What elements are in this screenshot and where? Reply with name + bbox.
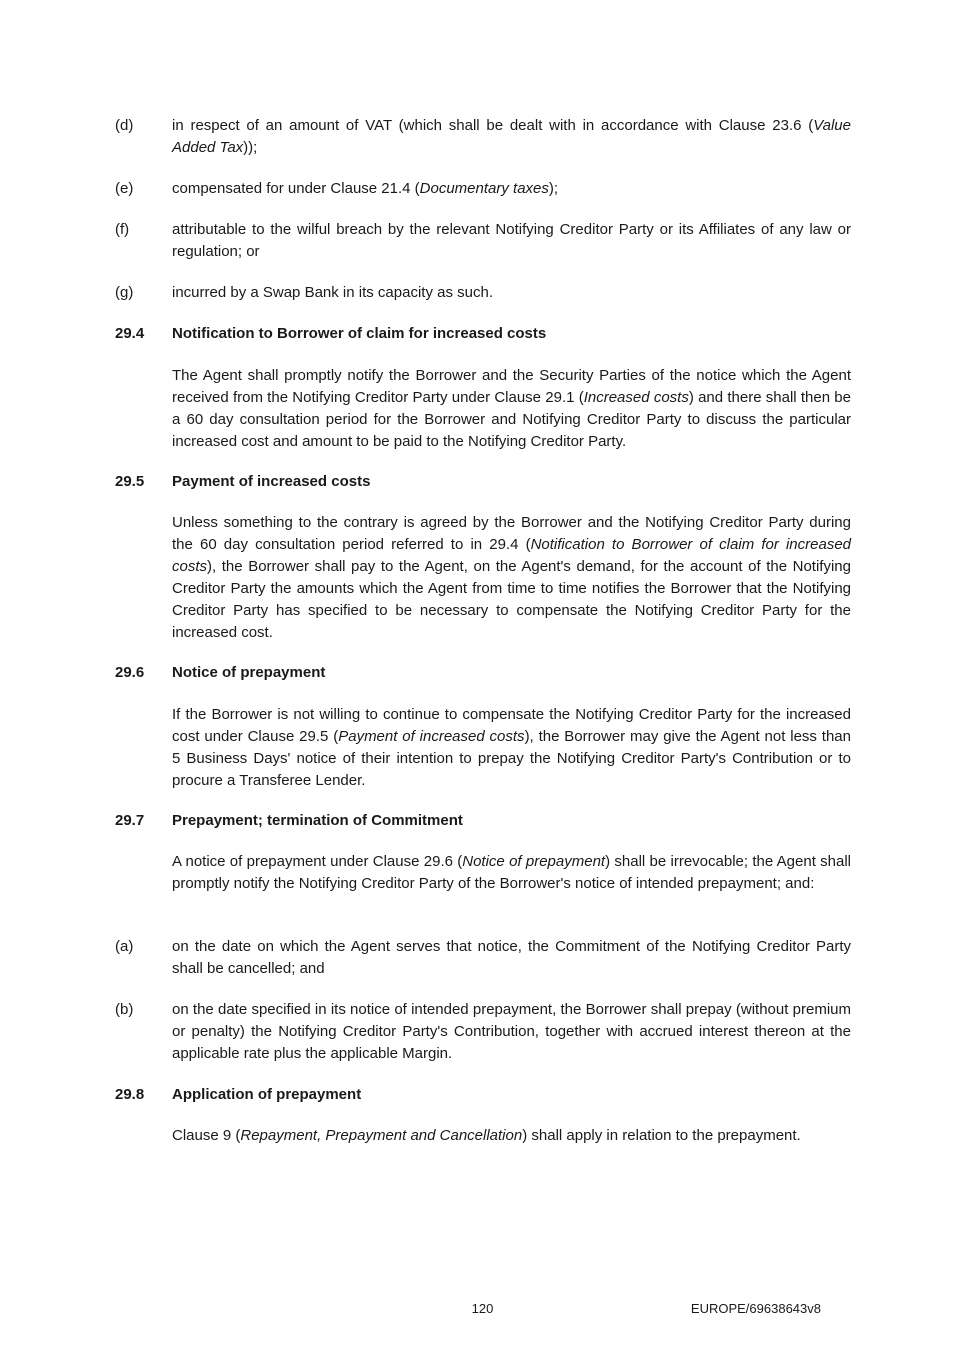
section-title: Notice of prepayment [172, 664, 326, 681]
item-label: (g) [115, 284, 134, 301]
item-text: attributable to the wilful breach by the relevant Notifying Creditor Party or its Affiliates of any law or regulation; or [172, 221, 851, 260]
item-text: on the date on which the Agent serves that notice, the Commitment of the Notifying Creditor Party shall be cancelled; and [172, 938, 851, 977]
section-heading-29-7 [115, 810, 851, 832]
section-title: Notification to Borrower of claim for increased costs [172, 325, 547, 342]
list-item-b [115, 999, 851, 1065]
item-text: incurred by a Swap Bank in its capacity as such. [172, 284, 493, 301]
item-text: compensated for under Clause 21.4 (Documentary taxes); [172, 180, 559, 197]
paragraph-29-4: The Agent shall promptly notify the Borrower and the Security Parties of the notice which the Agent received from the Notifying Creditor Party under Clause 29.1 (Increased costs) and there shall then be a 60 day consultation period for the Borrower and Notifying Creditor Party to discuss the particular increased cost and amount to be paid to the Notifying Creditor Party. [172, 367, 851, 450]
section-heading-29-8 [115, 1084, 851, 1106]
list-item-a [115, 936, 851, 980]
item-label: (b) [115, 1001, 134, 1018]
list-item-d [115, 115, 851, 159]
section-heading-29-5 [115, 471, 851, 493]
paragraph-29-5: Unless something to the contrary is agreed by the Borrower and the Notifying Creditor Party during the 60 day consultation period referred to in 29.4 (Notification to Borrower of claim for increased costs), the Borrower shall pay to the Agent, on the Agent's demand, for the account of the Notifying Creditor Party the amounts which the Agent from time to time notifies the Borrower that the Notifying Creditor Party has specified to be necessary to compensate the Notifying Creditor Party for the increased cost. [172, 514, 852, 641]
section-number: 29.8 [115, 1086, 145, 1103]
list-item-g [115, 282, 851, 304]
paragraph-29-6: If the Borrower is not willing to continue to compensate the Notifying Creditor Party for the increased cost under Clause 29.5 (Payment of increased costs), the Borrower may give the Agent not less than 5 Business Days' notice of their intention to prepay the Notifying Creditor Party's Contribution or to procure a Transferee Lender. [172, 706, 851, 789]
section-title: Application of prepayment [172, 1086, 362, 1103]
page-number: 120 [471, 1301, 494, 1316]
document-reference: EUROPE/69638643v8 [690, 1301, 821, 1316]
section-number: 29.5 [115, 473, 145, 490]
item-label: (e) [115, 180, 134, 197]
section-number: 29.7 [115, 812, 145, 829]
section-heading-29-4 [115, 323, 851, 345]
item-text: on the date specified in its notice of intended prepayment, the Borrower shall prepay (without premium or penalty) the Notifying Creditor Party's Contribution, together with accrued interest thereon at the applicable rate plus the applicable Margin. [172, 1001, 851, 1062]
item-text: in respect of an amount of VAT (which shall be dealt with in accordance with Clause 23.6 (Value Added Tax)); [172, 117, 851, 156]
item-label: (f) [115, 221, 130, 238]
section-title: Prepayment; termination of Commitment [172, 812, 463, 829]
section-number: 29.6 [115, 664, 145, 681]
item-label: (d) [115, 117, 134, 134]
paragraph-29-8: Clause 9 (Repayment, Prepayment and Cancellation) shall apply in relation to the prepayment. [172, 1127, 801, 1144]
section-number: 29.4 [115, 325, 145, 342]
paragraph-29-7: A notice of prepayment under Clause 29.6 (Notice of prepayment) shall be irrevocable; the Agent shall promptly notify the Notifying Creditor Party of the Borrower's notice of intended prepayment; and: [172, 853, 852, 892]
list-item-e [115, 178, 851, 200]
item-label: (a) [115, 938, 134, 955]
section-heading-29-6 [115, 662, 851, 684]
section-title: Payment of increased costs [172, 473, 371, 490]
list-item-f [115, 219, 851, 263]
